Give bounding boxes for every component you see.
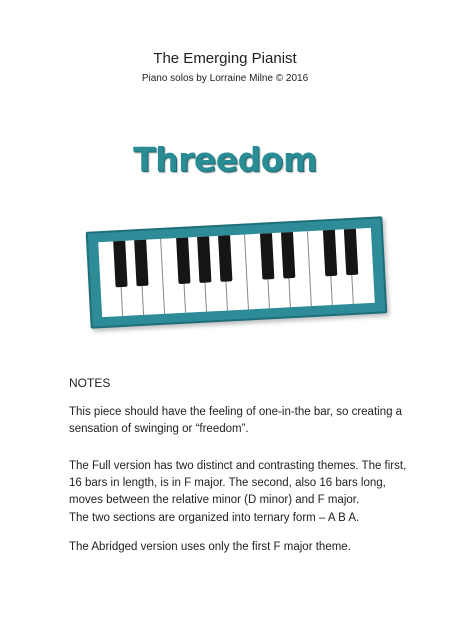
notes-paragraph: The two sections are organized into ternary form – A B A.	[69, 512, 360, 524]
keyboard-illustration	[86, 216, 388, 328]
black-key	[113, 241, 127, 288]
black-key	[218, 235, 232, 282]
piece-title: Threedom	[133, 140, 317, 179]
black-key	[323, 230, 337, 277]
series-title: The Emerging Pianist	[153, 50, 297, 67]
notes-paragraph: The Abridged version uses only the first F major theme.	[69, 541, 351, 553]
black-key	[197, 236, 211, 283]
series-subtitle: Piano solos by Lorraine Milne © 2016	[141, 73, 309, 84]
black-key	[260, 233, 274, 280]
black-key	[344, 229, 358, 276]
notes-heading: NOTES	[69, 376, 111, 390]
notes-paragraph: This piece should have the feeling of one-in-the bar, so creating a sensation of swinging or “freedom”.	[69, 406, 403, 435]
notes-paragraph: The Full version has two distinct and contrasting themes. The first, 16 bars in length, is in F major. The second, also 16 bars long, moves between the relative minor (D minor) and F major.	[69, 460, 407, 506]
black-key	[134, 240, 148, 287]
black-key	[176, 237, 190, 284]
black-key	[281, 232, 295, 279]
piano-keys	[98, 228, 375, 317]
